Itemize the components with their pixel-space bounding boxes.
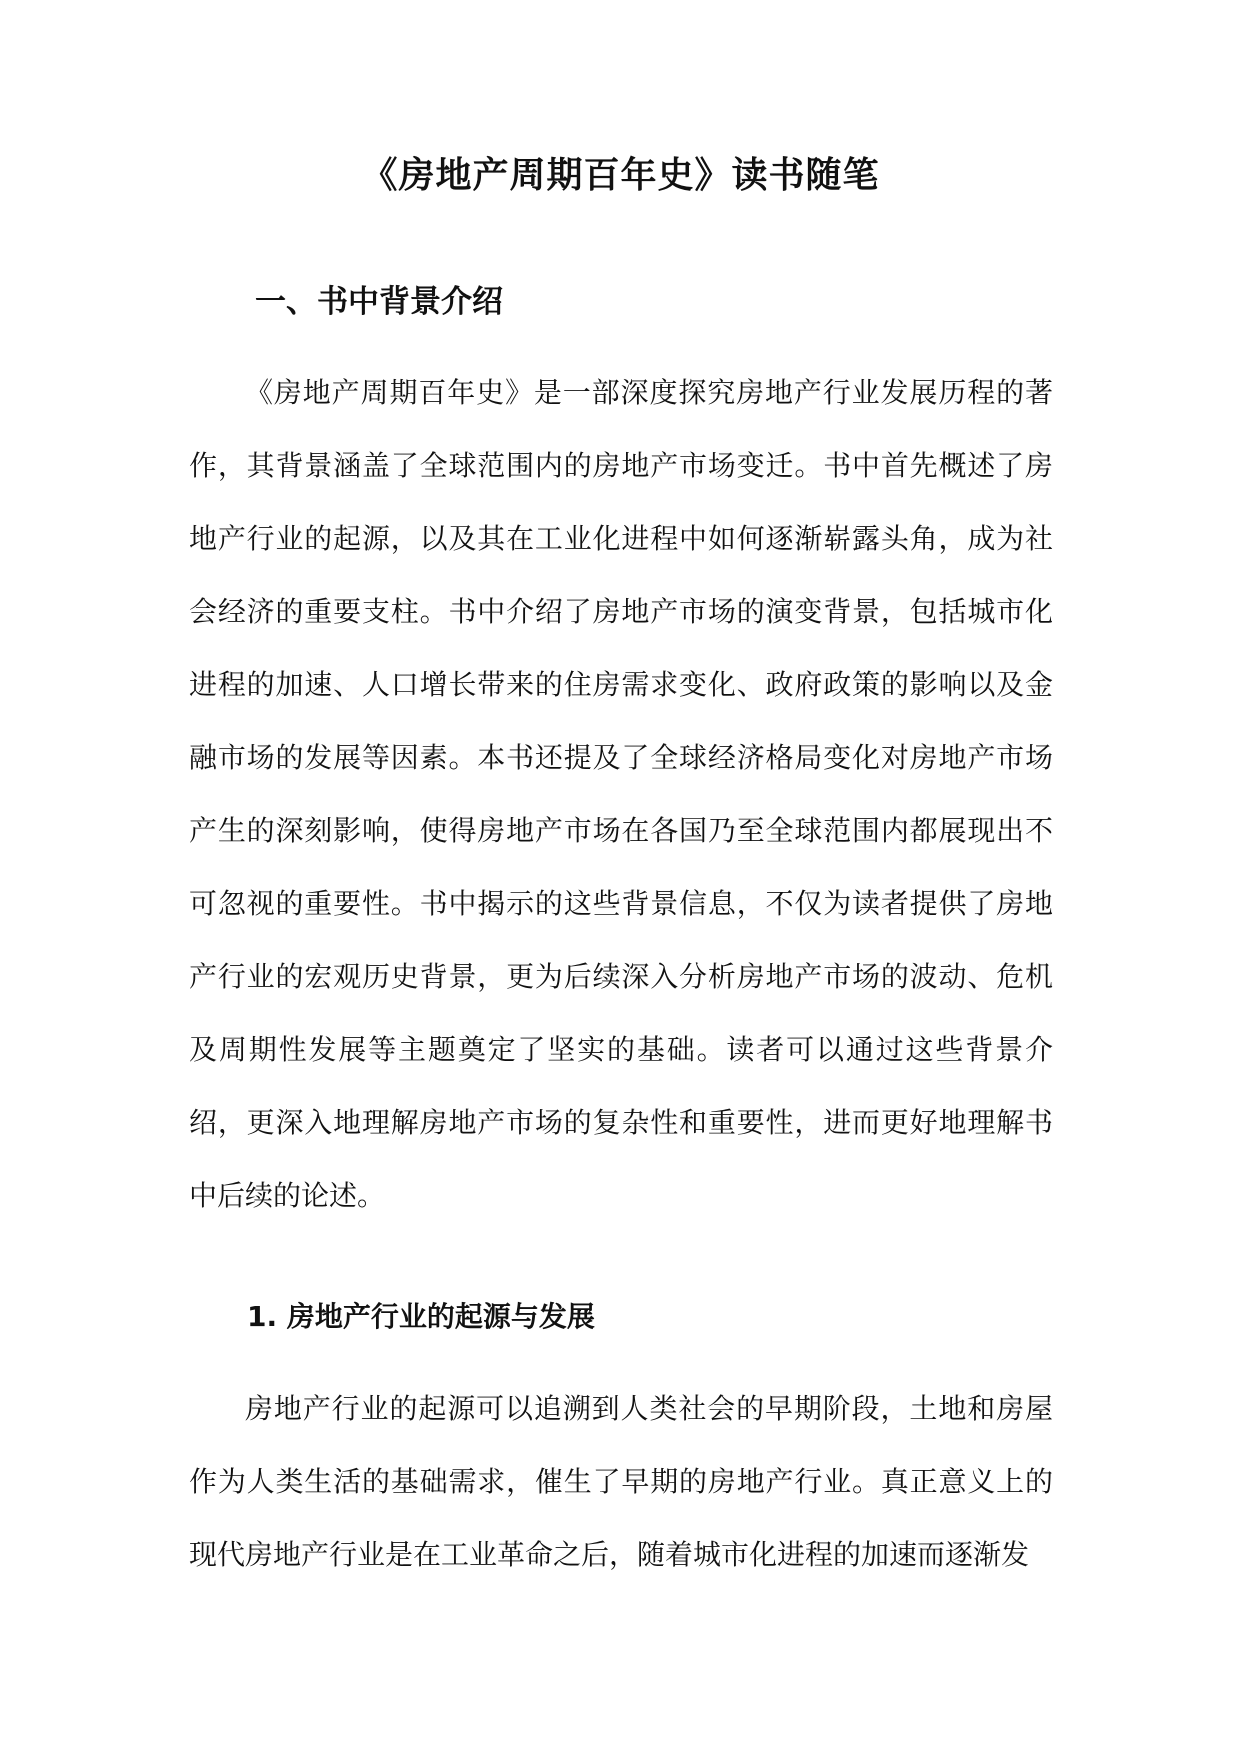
section-paragraph-background: 《房地产周期百年史》是一部深度探究房地产行业发展历程的著作，其背景涵盖了全球范围内的房地产市场变迁。书中首先概述了房地产行业的起源，以及其在工业化进程中如何逐渐崭露头角，成为社会经济的重要支柱。书中介绍了房地产市场的演变背景，包括城市化进程的加速、人口增长带来的住房需求变化、政府政策的影响以及金融市场的发展等因素。本书还提及了全球经济格局变化对房地产市场产生的深刻影响，使得房地产市场在各国乃至全球范围内都展现出不可忽视的重要性。书中揭示的这些背景信息，不仅为读者提供了房地产行业的宏观历史背景，更为后续深入分析房地产市场的波动、危机及周期性发展等主题奠定了坚实的基础。读者可以通过这些背景介绍，更深入地理解房地产市场的复杂性和重要性，进而更好地理解书中后续的论述。 bbox=[189, 376, 1053, 1212]
subsection-heading-origin: 1. 房地产行业的起源与发展 bbox=[247, 1300, 595, 1333]
document-title: 《房地产周期百年史》读书随笔 bbox=[361, 155, 880, 196]
section-heading-background: 一、书中背景介绍 bbox=[255, 284, 503, 320]
subsection-paragraph-origin: 房地产行业的起源可以追溯到人类社会的早期阶段，土地和房屋作为人类生活的基础需求，催生了早期的房地产行业。真正意义上的现代房地产行业是在工业革命之后，随着城市化进程的加速而逐渐发 bbox=[189, 1392, 1053, 1571]
